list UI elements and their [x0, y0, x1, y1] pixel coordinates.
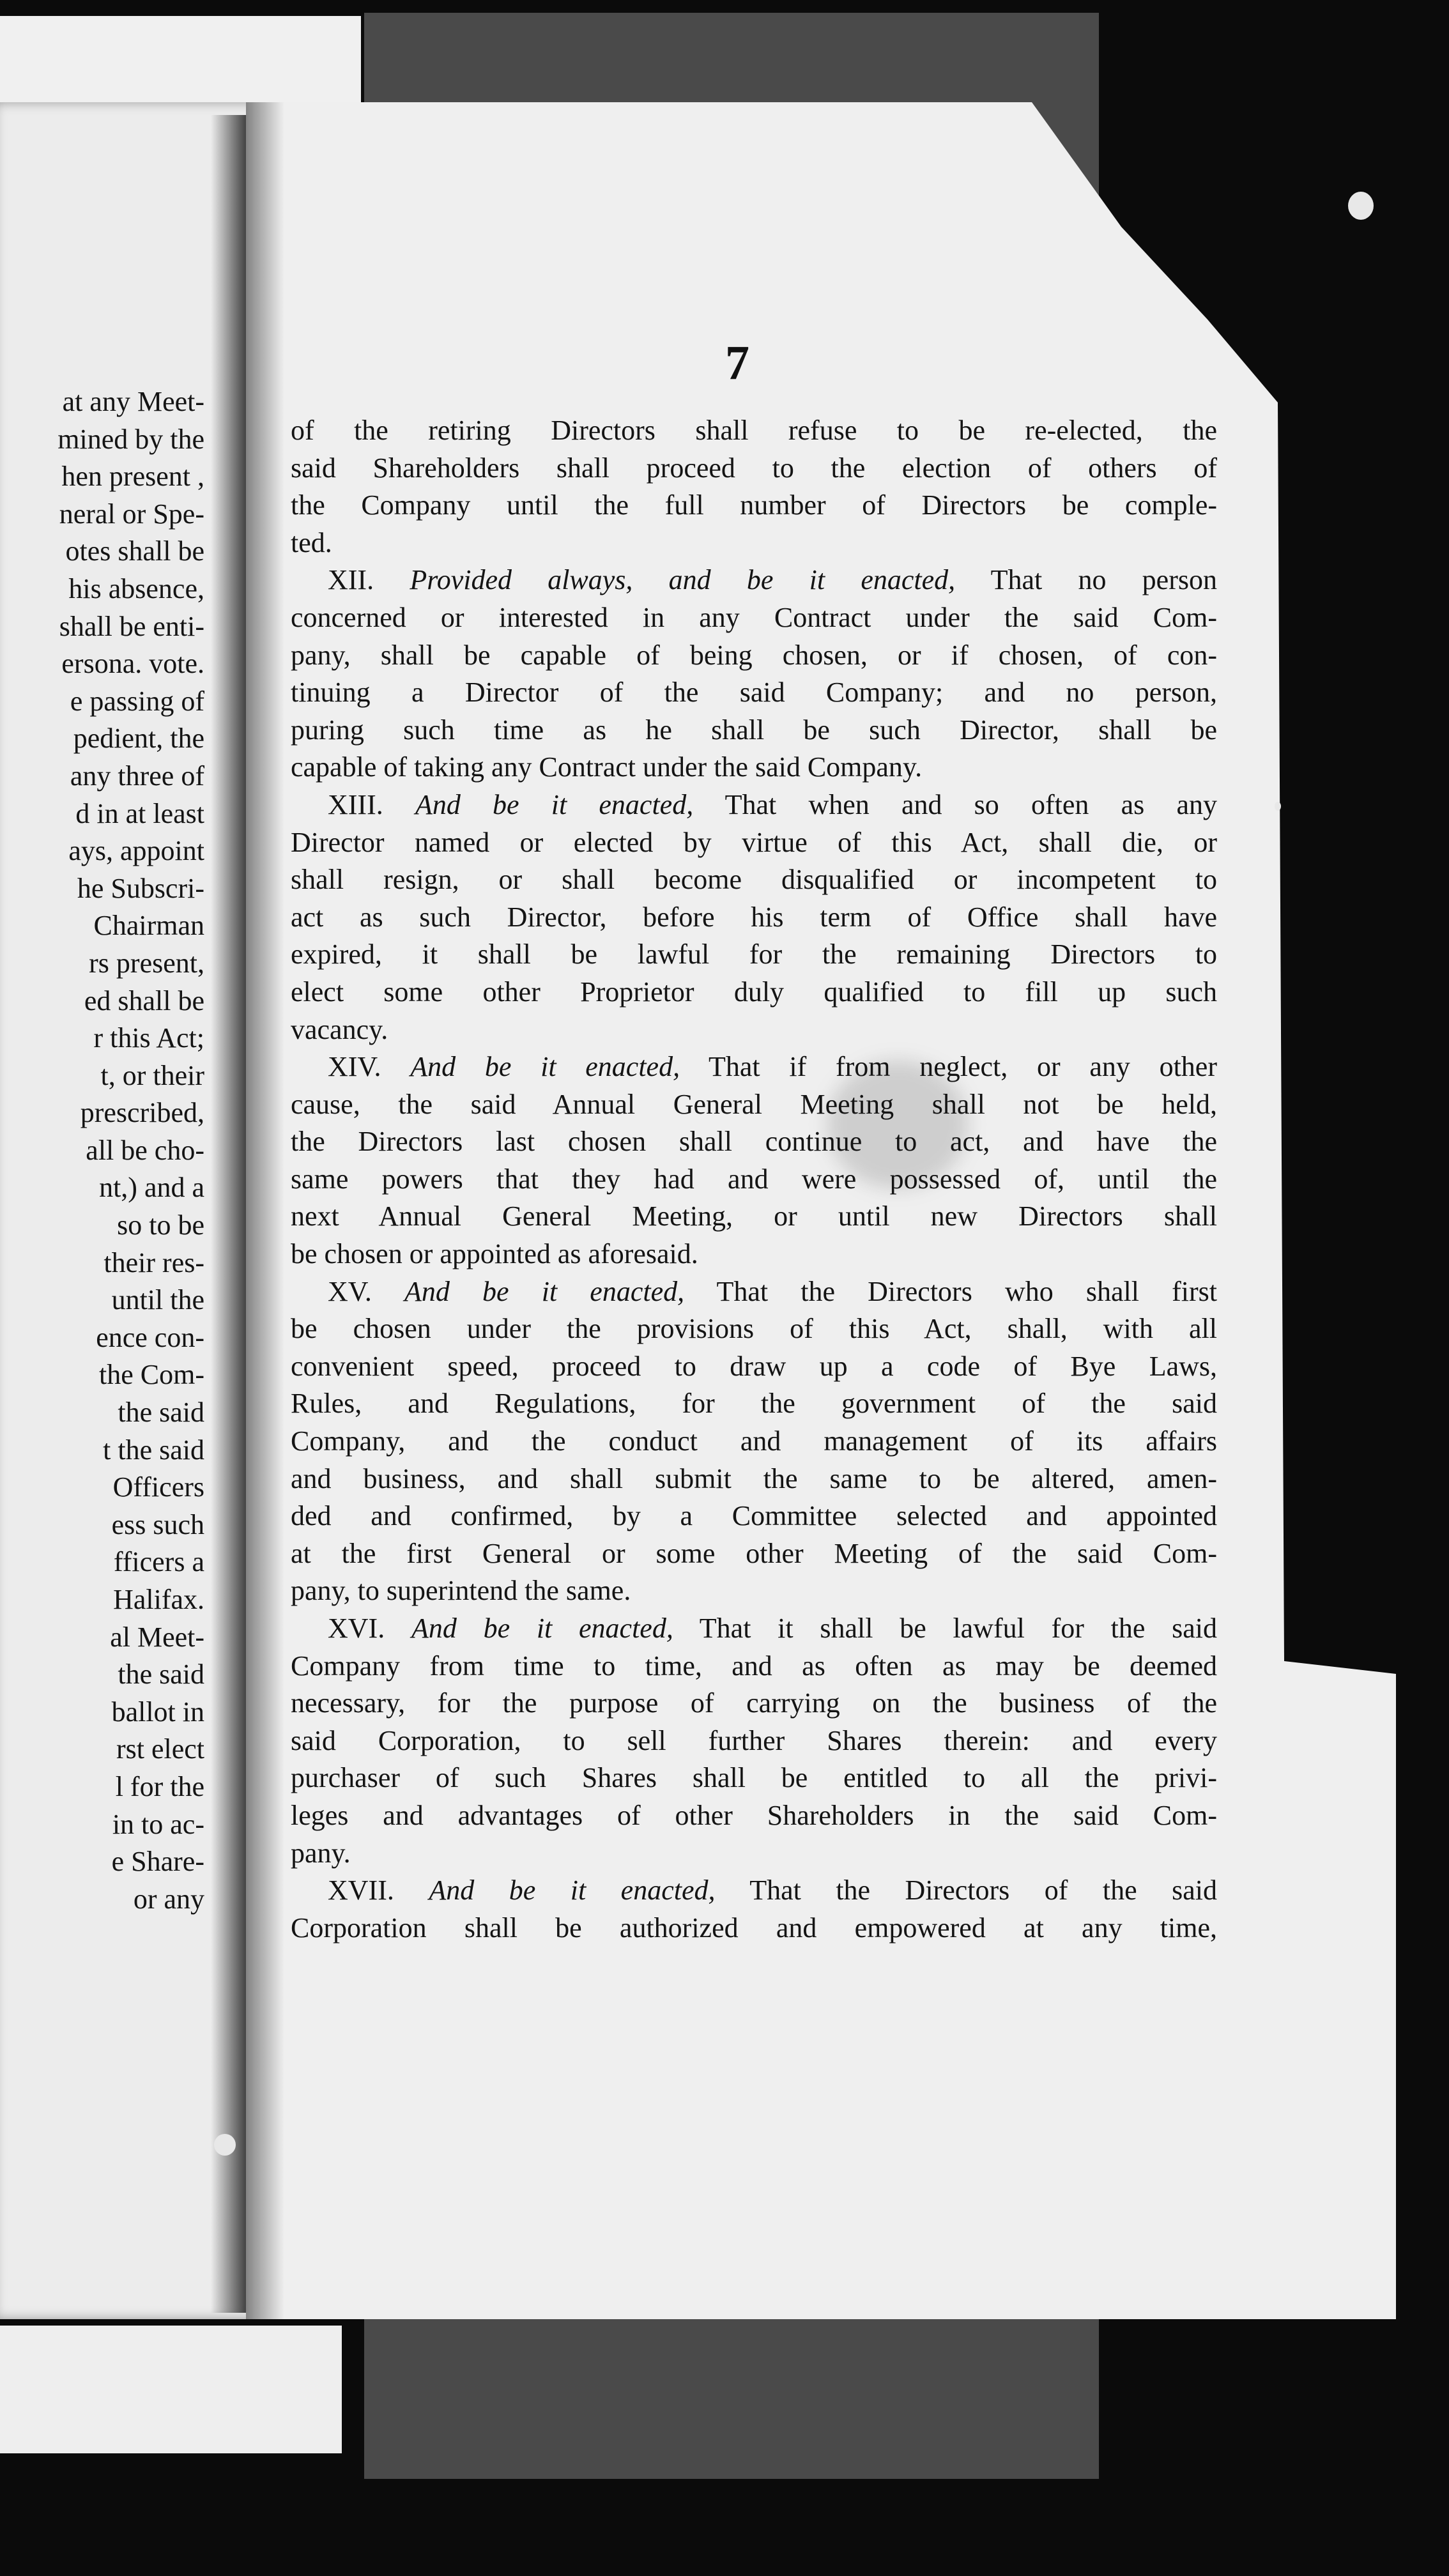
text-line: same powers that they had and were possessed of, until the — [291, 1163, 1217, 1195]
left-page-line: at any Meet- — [62, 386, 204, 417]
text-line: cause, the said Annual General Meeting shall not be held, — [291, 1088, 1217, 1120]
left-page-line: so to be — [117, 1209, 204, 1241]
left-page-line: l for the — [115, 1770, 204, 1802]
left-page-line: al Meet- — [110, 1621, 204, 1653]
line-text: That if from neglect, or any other — [709, 1051, 1217, 1083]
dust-speck — [1275, 802, 1281, 811]
text-line: leges and advantages of other Shareholders in the said Com- — [291, 1799, 1217, 1831]
left-page-line: fficers a — [113, 1546, 204, 1578]
left-page-line: the Com- — [99, 1359, 204, 1391]
section-first-line — [291, 1610, 1217, 1648]
text-line: pany, to superintend the same. — [291, 1575, 631, 1607]
left-page-line: in to ac- — [112, 1808, 204, 1840]
line-text: That the Directors who shall first — [716, 1275, 1217, 1307]
text-line: convenient speed, proceed to draw up a code of Bye Laws, — [291, 1350, 1217, 1382]
text-line: ded and confirmed, by a Committee selected and appointed — [291, 1500, 1217, 1532]
enacting-clause: And be it enacted, — [404, 1275, 685, 1307]
left-page-line: all be cho- — [86, 1134, 204, 1166]
left-page-line: hen present , — [61, 461, 204, 493]
left-page-line: until the — [111, 1284, 204, 1316]
left-page-line: d in at least — [75, 797, 204, 829]
text-line: act as such Director, before his term of Office shall have — [291, 901, 1217, 933]
left-page-line: ersona. vote. — [61, 648, 204, 680]
left-page-line: their res- — [103, 1246, 204, 1278]
text-line: be chosen under the provisions of this Act, shall, with all — [291, 1313, 1217, 1345]
left-page-line: or any — [133, 1883, 204, 1915]
text-line: purchaser of such Shares shall be entitled to all the privi- — [291, 1762, 1217, 1794]
text-line: vacancy. — [291, 1013, 388, 1045]
text-line: at the first General or some other Meeting of the said Com- — [291, 1537, 1217, 1569]
left-page-text — [0, 383, 204, 1918]
text-line: concerned or interested in any Contract under the said Com- — [291, 601, 1217, 633]
text-line: Company, and the conduct and management of its affairs — [291, 1425, 1217, 1457]
left-page-line: ballot in — [111, 1696, 204, 1728]
dust-speck — [214, 2134, 236, 2156]
section-first-line — [291, 1048, 1217, 1086]
left-page-line: neral or Spe- — [59, 498, 204, 530]
left-page-line: e passing of — [70, 685, 204, 717]
body-text — [291, 412, 1217, 1947]
left-page-line: ed shall be — [84, 985, 204, 1016]
left-page-line: the said — [118, 1397, 204, 1429]
enacting-clause: And be it enacted, — [429, 1874, 716, 1906]
text-line: said Shareholders shall proceed to the election of others of — [291, 452, 1217, 484]
text-line: shall resign, or shall become disqualified or incompetent to — [291, 864, 1217, 896]
left-page-line: ence con- — [96, 1321, 204, 1353]
text-line: said Corporation, to sell further Shares therein: and every — [291, 1724, 1217, 1756]
left-page-line: mined by the — [57, 423, 204, 455]
enacting-clause: And be it enacted, — [411, 1613, 673, 1644]
left-page-line: nt,) and a — [99, 1172, 204, 1204]
text-line: Director named or elected by virtue of this Act, shall die, or — [291, 826, 1217, 858]
enacting-clause: Provided always, and be it enacted, — [410, 564, 956, 596]
left-page-line: any three of — [70, 760, 204, 792]
left-page-line: he Subscri- — [77, 872, 204, 904]
text-line: the Directors last chosen shall continue to act, and have the — [291, 1126, 1217, 1158]
left-page-line: ays, appoint — [68, 835, 204, 867]
left-page-line: his absence, — [68, 572, 204, 604]
left-page-line: t, or their — [100, 1059, 204, 1091]
text-line: expired, it shall be lawful for the remaining Directors to — [291, 939, 1217, 970]
text-line: be chosen or appointed as aforesaid. — [291, 1238, 698, 1270]
section-number: XIII. — [328, 788, 383, 820]
left-page-line: pedient, the — [73, 723, 204, 755]
left-page-line: otes shall be — [65, 535, 204, 567]
text-line: the Company until the full number of Directors be comple- — [291, 489, 1217, 521]
enacting-clause: And be it enacted, — [415, 788, 694, 820]
left-page-line: Halifax. — [113, 1584, 204, 1615]
section-first-line — [291, 562, 1217, 599]
section-number: XIV. — [328, 1051, 381, 1083]
line-text: That the Directors of the said — [749, 1874, 1218, 1906]
text-line: Company from time to time, and as often as may be deemed — [291, 1650, 1217, 1682]
line-text: That when and so often as any — [724, 788, 1217, 820]
text-line: Corporation shall be authorized and empowered at any time, — [291, 1912, 1217, 1943]
dust-speck — [1348, 192, 1374, 220]
text-line: tinuing a Director of the said Company; and no person, — [291, 677, 1217, 709]
left-page-line: shall be enti- — [59, 610, 204, 642]
line-text: That no person — [990, 564, 1217, 596]
left-page-line: Officers — [112, 1471, 204, 1503]
left-page-line: ess such — [111, 1508, 204, 1540]
left-page-line: e Share- — [111, 1846, 204, 1878]
text-line: elect some other Proprietor duly qualified to fill up such — [291, 976, 1217, 1008]
text-line: next Annual General Meeting, or until new Directors shall — [291, 1200, 1217, 1232]
section-first-line — [291, 1872, 1217, 1910]
paper-strip-bottom — [0, 2326, 342, 2453]
line-text: That it shall be lawful for the said — [699, 1613, 1218, 1644]
text-line: puring such time as he shall be such Director, shall be — [291, 714, 1217, 746]
text-line: of the retiring Directors shall refuse to be re-elected, the — [291, 415, 1217, 446]
left-page-line: prescribed, — [80, 1097, 204, 1129]
text-line: ted. — [291, 526, 332, 558]
text-line: Rules, and Regulations, for the government of the said — [291, 1388, 1217, 1420]
page-number: 7 — [725, 336, 749, 390]
text-line: capable of taking any Contract under the said Company. — [291, 751, 923, 783]
left-page-line: the said — [118, 1659, 204, 1690]
section-number: XVI. — [328, 1613, 385, 1644]
section-number: XVII. — [328, 1874, 394, 1906]
section-number: XV. — [328, 1275, 372, 1307]
left-page-line: Chairman — [93, 910, 204, 942]
text-line: and business, and shall submit the same to be altered, amen- — [291, 1462, 1217, 1494]
text-line: necessary, for the purpose of carrying on the business of the — [291, 1687, 1217, 1719]
text-line: pany. — [291, 1837, 351, 1869]
left-page-line: t the said — [103, 1434, 204, 1466]
section-first-line — [291, 786, 1217, 824]
left-page-line: rst elect — [116, 1733, 204, 1765]
text-line: pany, shall be capable of being chosen, or if chosen, of con- — [291, 639, 1217, 671]
left-page-line: rs present, — [89, 947, 204, 979]
section-number: XII. — [328, 564, 374, 596]
section-first-line — [291, 1273, 1217, 1311]
left-page-line: r this Act; — [93, 1022, 204, 1054]
enacting-clause: And be it enacted, — [410, 1051, 680, 1083]
